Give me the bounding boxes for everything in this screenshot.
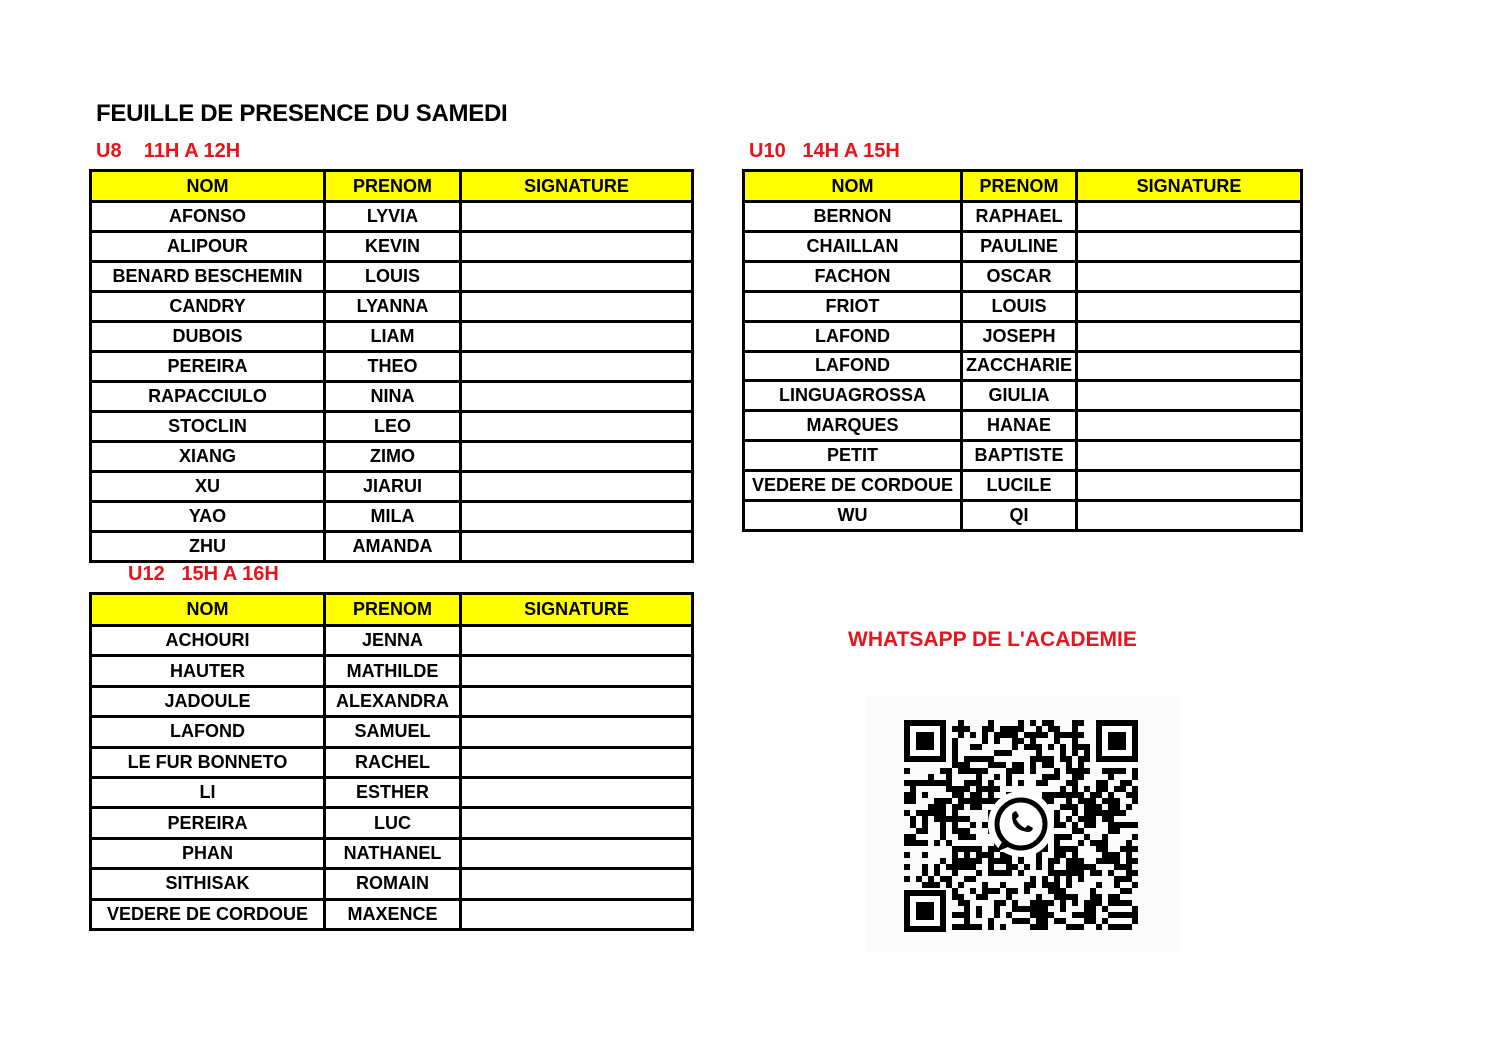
table-row: [91, 686, 693, 716]
cell-nom: JADOULE: [91, 686, 325, 716]
table-row: [91, 472, 693, 502]
header-prenom: PRENOM: [325, 171, 461, 202]
cell-signature[interactable]: [461, 808, 693, 838]
cell-prenom: GIULIA: [962, 381, 1077, 411]
cell-prenom: JOSEPH: [962, 321, 1077, 351]
header-signature: SIGNATURE: [461, 171, 693, 202]
table-row: [91, 656, 693, 686]
table-row: [91, 899, 693, 929]
cell-signature[interactable]: [1077, 321, 1302, 351]
group-label-u8: U8 11H A 12H: [96, 140, 241, 162]
cell-prenom: JENNA: [325, 626, 461, 656]
cell-prenom: LOUIS: [325, 262, 461, 292]
qr-finder-top-right: [1096, 720, 1138, 762]
header-row: [91, 594, 693, 626]
attendance-table-u12: [89, 592, 694, 931]
header-nom: NOM: [91, 171, 325, 202]
cell-signature[interactable]: [461, 686, 693, 716]
cell-signature[interactable]: [461, 532, 693, 562]
table-row: [744, 441, 1302, 471]
cell-prenom: NINA: [325, 382, 461, 412]
table-row: [91, 747, 693, 777]
table-row: [91, 382, 693, 412]
whatsapp-icon: [988, 791, 1054, 857]
cell-nom: FACHON: [744, 261, 962, 291]
cell-prenom: THEO: [325, 352, 461, 382]
cell-nom: LAFOND: [744, 321, 962, 351]
group-label-u12: U12 15H A 16H: [128, 563, 279, 585]
table-row: [744, 202, 1302, 232]
table-row: [744, 471, 1302, 501]
cell-prenom: PAULINE: [962, 231, 1077, 261]
cell-prenom: LUC: [325, 808, 461, 838]
table-row: [744, 291, 1302, 321]
cell-prenom: RAPHAEL: [962, 202, 1077, 232]
cell-nom: FRIOT: [744, 291, 962, 321]
cell-signature[interactable]: [1077, 381, 1302, 411]
cell-nom: PEREIRA: [91, 352, 325, 382]
cell-nom: ACHOURI: [91, 626, 325, 656]
header-signature: SIGNATURE: [1077, 171, 1302, 202]
cell-signature[interactable]: [1077, 231, 1302, 261]
cell-prenom: NATHANEL: [325, 838, 461, 868]
cell-nom: SITHISAK: [91, 869, 325, 899]
cell-signature[interactable]: [461, 232, 693, 262]
cell-nom: XU: [91, 472, 325, 502]
cell-prenom: LOUIS: [962, 291, 1077, 321]
cell-signature[interactable]: [461, 838, 693, 868]
cell-prenom: OSCAR: [962, 261, 1077, 291]
cell-signature[interactable]: [1077, 411, 1302, 441]
table-row: [91, 352, 693, 382]
cell-nom: AFONSO: [91, 202, 325, 232]
cell-prenom: AMANDA: [325, 532, 461, 562]
cell-signature[interactable]: [461, 382, 693, 412]
cell-nom: RAPACCIULO: [91, 382, 325, 412]
header-prenom: PRENOM: [962, 171, 1077, 202]
cell-signature[interactable]: [1077, 501, 1302, 531]
qr-code-image: [904, 720, 1138, 932]
cell-nom: LAFOND: [744, 351, 962, 381]
cell-nom: PHAN: [91, 838, 325, 868]
attendance-table-u10: [742, 169, 1303, 532]
cell-nom: STOCLIN: [91, 412, 325, 442]
header-prenom: PRENOM: [325, 594, 461, 626]
cell-signature[interactable]: [461, 869, 693, 899]
cell-prenom: LYVIA: [325, 202, 461, 232]
cell-prenom: MAXENCE: [325, 899, 461, 929]
cell-signature[interactable]: [461, 502, 693, 532]
table-row: [744, 411, 1302, 441]
table-row: [91, 412, 693, 442]
cell-nom: PEREIRA: [91, 808, 325, 838]
cell-prenom: LUCILE: [962, 471, 1077, 501]
whatsapp-qr-code[interactable]: [866, 696, 1180, 952]
table-row: [91, 869, 693, 899]
cell-nom: LINGUAGROSSA: [744, 381, 962, 411]
cell-signature[interactable]: [461, 899, 693, 929]
table-row: [91, 808, 693, 838]
table-row: [91, 502, 693, 532]
cell-prenom: LYANNA: [325, 292, 461, 322]
header-nom: NOM: [91, 594, 325, 626]
table-row: [91, 262, 693, 292]
cell-signature[interactable]: [461, 442, 693, 472]
cell-signature[interactable]: [461, 656, 693, 686]
cell-prenom: MATHILDE: [325, 656, 461, 686]
cell-signature[interactable]: [461, 717, 693, 747]
cell-signature[interactable]: [1077, 261, 1302, 291]
table-row: [91, 777, 693, 807]
table-row: [91, 292, 693, 322]
cell-nom: VEDERE DE CORDOUE: [91, 899, 325, 929]
cell-signature[interactable]: [1077, 471, 1302, 501]
cell-nom: LI: [91, 777, 325, 807]
cell-prenom: ZACCHARIE: [962, 351, 1077, 381]
cell-nom: BENARD BESCHEMIN: [91, 262, 325, 292]
header-nom: NOM: [744, 171, 962, 202]
cell-prenom: SAMUEL: [325, 717, 461, 747]
table-row: [91, 838, 693, 868]
whatsapp-label: WHATSAPP DE L'ACADEMIE: [848, 628, 1137, 651]
group-label-u10: U10 14H A 15H: [749, 140, 900, 162]
cell-nom: HAUTER: [91, 656, 325, 686]
header-signature: SIGNATURE: [461, 594, 693, 626]
cell-prenom: MILA: [325, 502, 461, 532]
cell-nom: CANDRY: [91, 292, 325, 322]
cell-prenom: QI: [962, 501, 1077, 531]
cell-prenom: ZIMO: [325, 442, 461, 472]
cell-signature[interactable]: [1077, 351, 1302, 381]
cell-signature[interactable]: [461, 626, 693, 656]
cell-nom: WU: [744, 501, 962, 531]
table-row: [744, 351, 1302, 381]
cell-prenom: HANAE: [962, 411, 1077, 441]
cell-signature[interactable]: [461, 202, 693, 232]
table-row: [744, 261, 1302, 291]
cell-prenom: BAPTISTE: [962, 441, 1077, 471]
cell-nom: ZHU: [91, 532, 325, 562]
qr-finder-top-left: [904, 720, 946, 762]
cell-nom: PETIT: [744, 441, 962, 471]
cell-signature[interactable]: [461, 412, 693, 442]
cell-signature[interactable]: [461, 747, 693, 777]
header-row: [91, 171, 693, 202]
table-row: [744, 381, 1302, 411]
table-row: [744, 321, 1302, 351]
cell-nom: VEDERE DE CORDOUE: [744, 471, 962, 501]
table-row: [91, 322, 693, 352]
cell-signature[interactable]: [1077, 441, 1302, 471]
cell-nom: MARQUES: [744, 411, 962, 441]
header-row: [744, 171, 1302, 202]
table-row: [91, 532, 693, 562]
cell-prenom: ALEXANDRA: [325, 686, 461, 716]
cell-nom: DUBOIS: [91, 322, 325, 352]
cell-signature[interactable]: [461, 472, 693, 502]
cell-nom: LE FUR BONNETO: [91, 747, 325, 777]
page-title: FEUILLE DE PRESENCE DU SAMEDI: [96, 100, 508, 127]
cell-signature[interactable]: [461, 322, 693, 352]
table-row: [744, 231, 1302, 261]
cell-signature[interactable]: [461, 262, 693, 292]
cell-nom: ALIPOUR: [91, 232, 325, 262]
cell-prenom: JIARUI: [325, 472, 461, 502]
table-row: [91, 442, 693, 472]
cell-signature[interactable]: [461, 292, 693, 322]
cell-prenom: LEO: [325, 412, 461, 442]
cell-prenom: ROMAIN: [325, 869, 461, 899]
cell-prenom: KEVIN: [325, 232, 461, 262]
cell-nom: BERNON: [744, 202, 962, 232]
cell-prenom: ESTHER: [325, 777, 461, 807]
table-row: [91, 232, 693, 262]
attendance-table-u8: [89, 169, 694, 563]
table-row: [91, 626, 693, 656]
table-row: [744, 501, 1302, 531]
cell-nom: YAO: [91, 502, 325, 532]
table-row: [91, 717, 693, 747]
cell-nom: LAFOND: [91, 717, 325, 747]
cell-signature[interactable]: [461, 352, 693, 382]
cell-nom: CHAILLAN: [744, 231, 962, 261]
cell-signature[interactable]: [461, 777, 693, 807]
cell-signature[interactable]: [1077, 202, 1302, 232]
cell-nom: XIANG: [91, 442, 325, 472]
cell-prenom: LIAM: [325, 322, 461, 352]
cell-signature[interactable]: [1077, 291, 1302, 321]
table-row: [91, 202, 693, 232]
cell-prenom: RACHEL: [325, 747, 461, 777]
qr-finder-bottom-left: [904, 890, 946, 932]
